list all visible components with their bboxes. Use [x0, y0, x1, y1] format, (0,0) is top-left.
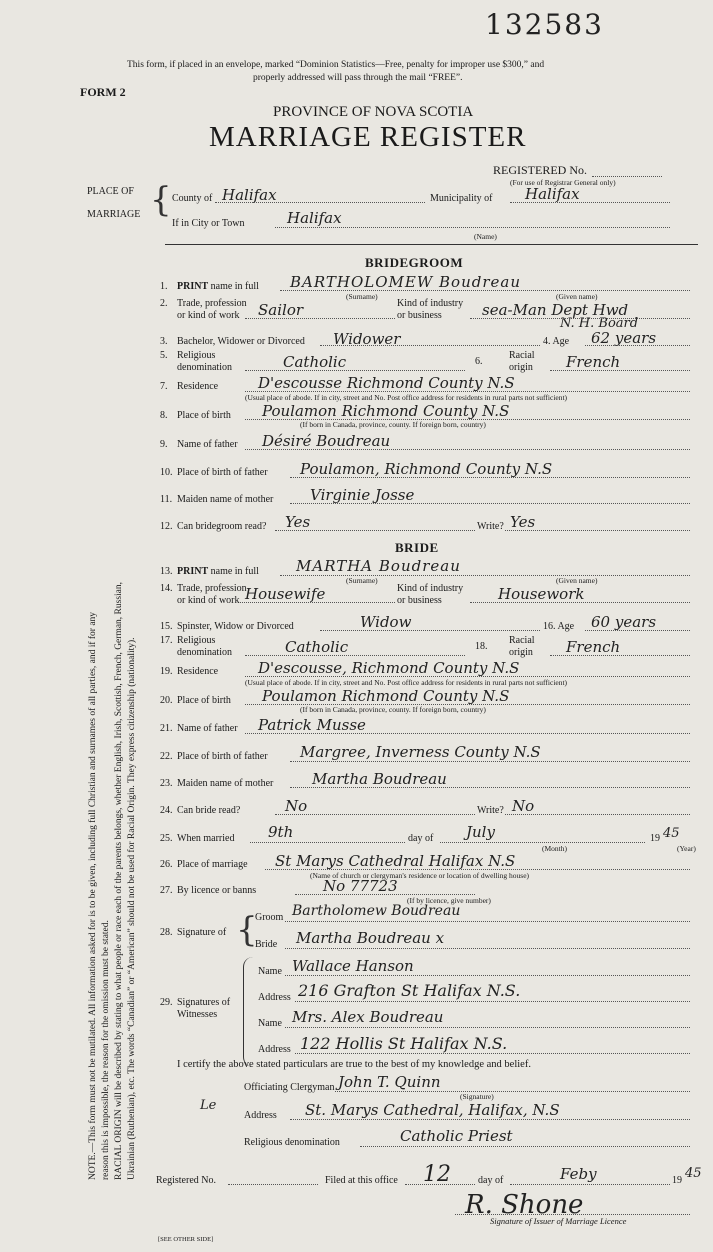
- field-5-label-b: denomination: [177, 362, 232, 373]
- bride-industry-label-a: Kind of industry: [397, 583, 464, 594]
- field-2-label-a: Trade, profession: [177, 298, 247, 309]
- page-title: MARRIAGE REGISTER: [209, 121, 527, 153]
- field-13-label: name in full: [210, 566, 259, 577]
- groom-status-line: [320, 345, 540, 346]
- field-17-number: 17.: [160, 635, 173, 646]
- bride-religion-line: [245, 655, 465, 656]
- groom-signature-line: [285, 921, 690, 922]
- groom-signature-label: Groom: [255, 912, 284, 923]
- issuer-note: Signature of Issuer of Marriage Licence: [490, 1216, 627, 1226]
- field-13-number: 13.: [160, 566, 173, 577]
- bride-father-name: Patrick Musse: [258, 716, 366, 734]
- marriage-month-line: [440, 842, 645, 843]
- witness1-name: Wallace Hanson: [292, 957, 414, 975]
- witness2-name-line: [285, 1027, 690, 1028]
- municipality-label: Municipality of: [430, 193, 493, 204]
- field-14-label-b: or kind of work: [177, 595, 240, 606]
- clergy-address-label: Address: [244, 1110, 277, 1121]
- witness1-name-label: Name: [258, 966, 282, 977]
- bride-write-label: Write?: [477, 805, 504, 816]
- groom-trade: Sailor: [258, 301, 304, 319]
- margin-note-line3: RACIAL ORIGIN will be described by stating to what people or race each of the parents belongs, whether English, Irish, Scottish, French, German, Russian,: [114, 581, 124, 1180]
- place-brace: {: [150, 180, 172, 220]
- field-2-number: 2.: [160, 298, 168, 309]
- bride-trade: Housewife: [245, 585, 326, 603]
- bride-father-birthplace-line: [290, 761, 690, 762]
- officiating-clergyman: John T. Quinn: [338, 1073, 441, 1091]
- clergy-address-line: [290, 1119, 690, 1120]
- field-16-text: Age: [557, 621, 575, 632]
- filed-year: 45: [685, 1166, 702, 1181]
- field-25-number: 25.: [160, 833, 173, 844]
- filed-day: 12: [423, 1162, 451, 1187]
- field-6-label-a: Racial: [509, 350, 535, 361]
- bride-residence-line: [245, 676, 690, 677]
- licence-number: No 77723: [323, 877, 398, 895]
- groom-read-line: [275, 530, 475, 531]
- witness2-name-label: Name: [258, 1018, 282, 1029]
- bride-father-line: [245, 733, 690, 734]
- filed-day-of-label: day of: [478, 1175, 504, 1186]
- registrar-note: (For use of Registrar General only): [510, 178, 616, 187]
- field-5-label-a: Religious: [177, 350, 216, 361]
- groom-residence-line: [245, 391, 690, 392]
- groom-birthplace: Poulamon Richmond County N.S: [262, 402, 510, 420]
- field-10-label: Place of birth of father: [177, 467, 268, 478]
- bride-birthplace-note: (If born in Canada, province, county. If foreign born, country): [300, 705, 486, 714]
- groom-father-name: Désiré Boudreau: [262, 432, 391, 450]
- field-12-number: 12.: [160, 521, 173, 532]
- form-label: FORM 2: [80, 85, 126, 99]
- groom-father-line: [245, 449, 690, 450]
- registered-no-label: REGISTERED No.: [493, 163, 587, 177]
- bride-surname-note: (Surname): [346, 576, 378, 585]
- marriage-place: St Marys Cathedral Halifax N.S: [275, 852, 516, 870]
- bride-status: Widow: [360, 613, 412, 631]
- groom-birthplace-note: (If born in Canada, province, county. If foreign born, country): [300, 420, 486, 429]
- field-10-number: 10.: [160, 467, 173, 478]
- bride-father-birthplace: Margree, Inverness County N.S: [300, 743, 541, 761]
- field-16-number: 16.: [543, 621, 556, 632]
- field-7-number: 7.: [160, 381, 168, 392]
- groom-age: 62 years: [591, 329, 657, 347]
- field-24-label: Can bride read?: [177, 805, 241, 816]
- groom-residence: D'escousse Richmond County N.S: [258, 374, 515, 392]
- bride-name-line: [280, 575, 690, 576]
- mail-notice-line1: This form, if placed in an envelope, marked “Dominion Statistics—Free, penalty for improper use $300,” and: [127, 60, 545, 70]
- margin-note-line1: NOTE.—This form must not be mutilated. All information asked for is to be given, including full Christian and surnames of all parties, and if for any: [88, 611, 98, 1180]
- signature-note: (Signature): [460, 1092, 494, 1101]
- field-9-label: Name of father: [177, 439, 238, 450]
- clergy-address: St. Marys Cathedral, Halifax, N.S: [305, 1101, 560, 1119]
- groom-industry-label-b: or business: [397, 310, 442, 321]
- margin-note-line2: reason this is impossible, the reason for the omission must be stated.: [101, 920, 111, 1180]
- field-18-number: 18.: [475, 641, 488, 652]
- marriage-day-of-label: day of: [408, 833, 434, 844]
- issuer-signature: R. Shone: [465, 1190, 584, 1220]
- bride-can-write: No: [512, 797, 535, 815]
- county-line: [215, 202, 425, 203]
- field-1-label: name in full: [210, 281, 259, 292]
- field-23-label: Maiden name of mother: [177, 778, 274, 789]
- witness2-name: Mrs. Alex Boudreau: [292, 1008, 444, 1026]
- bride-industry-label-b: or business: [397, 595, 442, 606]
- footer-registered-line: [228, 1184, 318, 1185]
- bride-status-line: [320, 630, 540, 631]
- groom-can-write: Yes: [510, 513, 536, 531]
- groom-mother-maiden: Virginie Josse: [310, 486, 415, 504]
- groom-mother-line: [290, 503, 690, 504]
- municipality-value: Halifax: [525, 185, 580, 203]
- field-22-number: 22.: [160, 751, 173, 762]
- footer-registered-no-label: Registered No.: [156, 1175, 216, 1186]
- bride-read-line: [275, 814, 475, 815]
- witness1-address-line: [295, 1001, 690, 1002]
- field-23-number: 23.: [160, 778, 173, 789]
- bride-full-name: MARTHA Boudreau: [296, 557, 461, 575]
- marriage-place-line: [265, 869, 690, 870]
- officiating-line: [335, 1091, 690, 1092]
- bride-racial-line: [550, 655, 690, 656]
- groom-residence-note: (Usual place of abode. If in city, street and No. Post office address for residents in rural parts not sufficient): [245, 393, 568, 402]
- filed-day-line: [405, 1184, 475, 1185]
- field-19-number: 19.: [160, 666, 173, 677]
- field-11-number: 11.: [160, 494, 173, 505]
- county-label: County of: [172, 193, 213, 204]
- marriage-year-prefix: 19: [650, 833, 660, 844]
- mail-notice-line2: properly addressed will pass through the mail “FREE”.: [253, 73, 463, 83]
- groom-racial-origin: French: [566, 353, 621, 371]
- field-19-label: Residence: [177, 666, 219, 677]
- bridegroom-heading: BRIDEGROOM: [365, 255, 464, 270]
- field-2-label-b: or kind of work: [177, 310, 240, 321]
- field-24-number: 24.: [160, 805, 173, 816]
- witness2-address: 122 Hollis St Halifax N.S.: [300, 1034, 508, 1053]
- city-value: Halifax: [287, 209, 342, 227]
- witness2-address-label: Address: [258, 1044, 291, 1055]
- margin-mark: Le: [200, 1098, 217, 1113]
- field-28-number: 28.: [160, 927, 173, 938]
- bride-religion: Catholic: [285, 638, 349, 656]
- registered-no-line: [592, 176, 662, 177]
- field-15-number: 15.: [160, 621, 173, 632]
- bride-signature-line: [285, 948, 690, 949]
- field-29-label-a: Signatures of: [177, 997, 231, 1008]
- witness1-name-line: [285, 975, 690, 976]
- groom-industry-line: [470, 318, 690, 319]
- bride-mother-maiden: Martha Boudreau: [312, 770, 447, 788]
- bride-age-line: [585, 630, 690, 631]
- field-4-text: Age: [552, 336, 570, 347]
- field-4-label: [543, 336, 569, 347]
- field-11-label: Maiden name of mother: [177, 494, 274, 505]
- filed-month: Feby: [560, 1165, 597, 1183]
- bride-can-read: No: [285, 797, 308, 815]
- filed-label: Filed at this office: [325, 1175, 398, 1186]
- religious-denomination-label: Religious denomination: [244, 1137, 340, 1148]
- groom-name-line: [280, 290, 690, 291]
- groom-age-line: [585, 345, 690, 346]
- certify-statement: I certify the above stated particulars are true to the best of my knowledge and belief.: [177, 1059, 531, 1070]
- field-17-label-a: Religious: [177, 635, 216, 646]
- licence-line: [295, 894, 475, 895]
- field-8-number: 8.: [160, 410, 168, 421]
- bride-birthplace: Poulamon Richmond County N.S: [262, 687, 510, 705]
- groom-write-line: [505, 530, 690, 531]
- religious-line: [360, 1146, 690, 1147]
- groom-industry-extra: N. H. Board: [560, 316, 639, 331]
- witness1-address: 216 Grafton St Halifax N.S.: [298, 981, 521, 1000]
- filed-month-line: [510, 1184, 670, 1185]
- place-label-1: PLACE OF: [87, 186, 134, 197]
- field-14-label-a: Trade, profession: [177, 583, 247, 594]
- marriage-day-line: [250, 842, 405, 843]
- groom-father-birthplace: Poulamon, Richmond County N.S: [300, 460, 553, 478]
- groom-status: Widower: [333, 330, 401, 348]
- groom-trade-line: [245, 318, 395, 319]
- bride-signature-label: Bride: [255, 939, 278, 950]
- field-27-number: 27.: [160, 885, 173, 896]
- witness2-address-line: [295, 1053, 690, 1054]
- officiating-label: Officiating Clergyman: [244, 1082, 335, 1093]
- field-20-number: 20.: [160, 695, 173, 706]
- field-18-label-b: origin: [509, 647, 533, 658]
- bride-residence-note: (Usual place of abode. If in city, street and No. Post office address for residents in rural parts not sufficient): [245, 678, 568, 687]
- municipality-line: [510, 202, 670, 203]
- field-21-label: Name of father: [177, 723, 238, 734]
- bride-industry-line: [470, 602, 690, 603]
- signature-brace: {: [236, 910, 258, 950]
- groom-signature: Bartholomew Boudreau: [292, 903, 461, 919]
- groom-religion: Catholic: [283, 353, 347, 371]
- document-number: 132583: [485, 8, 604, 41]
- field-26-label: Place of marriage: [177, 859, 248, 870]
- bride-write-line: [505, 814, 690, 815]
- licence-note: (If by licence, give number): [407, 896, 491, 905]
- field-8-label: Place of birth: [177, 410, 231, 421]
- groom-industry: sea-Man Dept Hwd: [482, 301, 629, 319]
- groom-racial-line: [550, 370, 690, 371]
- marriage-month: July: [466, 823, 495, 841]
- groom-full-name: BARTHOLOMEW Boudreau: [290, 273, 521, 291]
- filed-year-prefix: 19: [672, 1175, 682, 1186]
- field-3-label: Bachelor, Widower or Divorced: [177, 336, 305, 347]
- field-6-label-b: origin: [509, 362, 533, 373]
- field-29-number: 29.: [160, 997, 173, 1008]
- marriage-year-note: (Year): [677, 844, 696, 853]
- bride-racial-origin: French: [566, 638, 621, 656]
- bride-mother-line: [290, 787, 690, 788]
- field-26-number: 26.: [160, 859, 173, 870]
- religious-denomination: Catholic Priest: [400, 1127, 513, 1145]
- bride-signature: Martha Boudreau x: [296, 929, 445, 947]
- marriage-day: 9th: [268, 823, 294, 841]
- margin-note-line4: Ukrainian (Ruthenian), etc. The words “Canadian” or “American” should not be used for Racial Origin. They express citizenship (nationality).: [127, 637, 137, 1180]
- place-label-2: MARRIAGE: [87, 209, 141, 220]
- bride-given-note: (Given name): [556, 576, 598, 585]
- name-note: (Name): [474, 232, 497, 241]
- county-value: Halifax: [222, 186, 277, 204]
- marriage-place-note: (Name of church or clergyman's residence or location of dwelling house): [310, 871, 530, 880]
- field-1-number: 1.: [160, 281, 168, 292]
- groom-can-read: Yes: [285, 513, 311, 531]
- bride-residence: D'escousse, Richmond County N.S: [258, 659, 520, 677]
- witness1-address-label: Address: [258, 992, 291, 1003]
- field-20-label: Place of birth: [177, 695, 231, 706]
- bride-heading: BRIDE: [395, 540, 439, 555]
- bride-trade-line: [240, 602, 395, 603]
- city-line: [275, 227, 670, 228]
- field-27-label: By licence or banns: [177, 885, 257, 896]
- field-1-print: PRINT: [177, 281, 209, 292]
- issuer-line: [455, 1214, 690, 1215]
- groom-father-birthplace-line: [290, 477, 690, 478]
- field-6-number: 6.: [475, 356, 483, 367]
- field-28-label: Signature of: [177, 927, 227, 938]
- field-13-print: PRINT: [177, 566, 209, 577]
- field-17-label-b: denomination: [177, 647, 232, 658]
- groom-industry-label-a: Kind of industry: [397, 298, 464, 309]
- groom-write-label: Write?: [477, 521, 504, 532]
- field-7-label: Residence: [177, 381, 219, 392]
- field-15-label: Spinster, Widow or Divorced: [177, 621, 294, 632]
- field-25-label: When married: [177, 833, 235, 844]
- province-heading: PROVINCE OF NOVA SCOTIA: [273, 104, 474, 120]
- bride-industry: Housework: [498, 585, 585, 603]
- field-14-number: 14.: [160, 583, 173, 594]
- city-label: If in City or Town: [172, 218, 245, 229]
- groom-given-note: (Given name): [556, 292, 598, 301]
- bride-age: 60 years: [591, 613, 657, 631]
- field-12-label: Can bridegroom read?: [177, 521, 267, 532]
- marriage-year: 45: [663, 826, 680, 841]
- field-16-label: [543, 621, 574, 632]
- field-29-label-b: Witnesses: [177, 1009, 218, 1020]
- groom-surname-note: (Surname): [346, 292, 378, 301]
- header-rule: [165, 244, 698, 245]
- field-18-label-a: Racial: [509, 635, 535, 646]
- marriage-month-note: (Month): [542, 844, 567, 853]
- groom-religion-line: [245, 370, 465, 371]
- field-5-number: 5.: [160, 350, 168, 361]
- field-4-number: 4.: [543, 336, 551, 347]
- field-9-number: 9.: [160, 439, 168, 450]
- field-22-label: Place of birth of father: [177, 751, 268, 762]
- see-other-side: [SEE OTHER SIDE]: [158, 1236, 214, 1243]
- field-21-number: 21.: [160, 723, 173, 734]
- field-3-number: 3.: [160, 336, 168, 347]
